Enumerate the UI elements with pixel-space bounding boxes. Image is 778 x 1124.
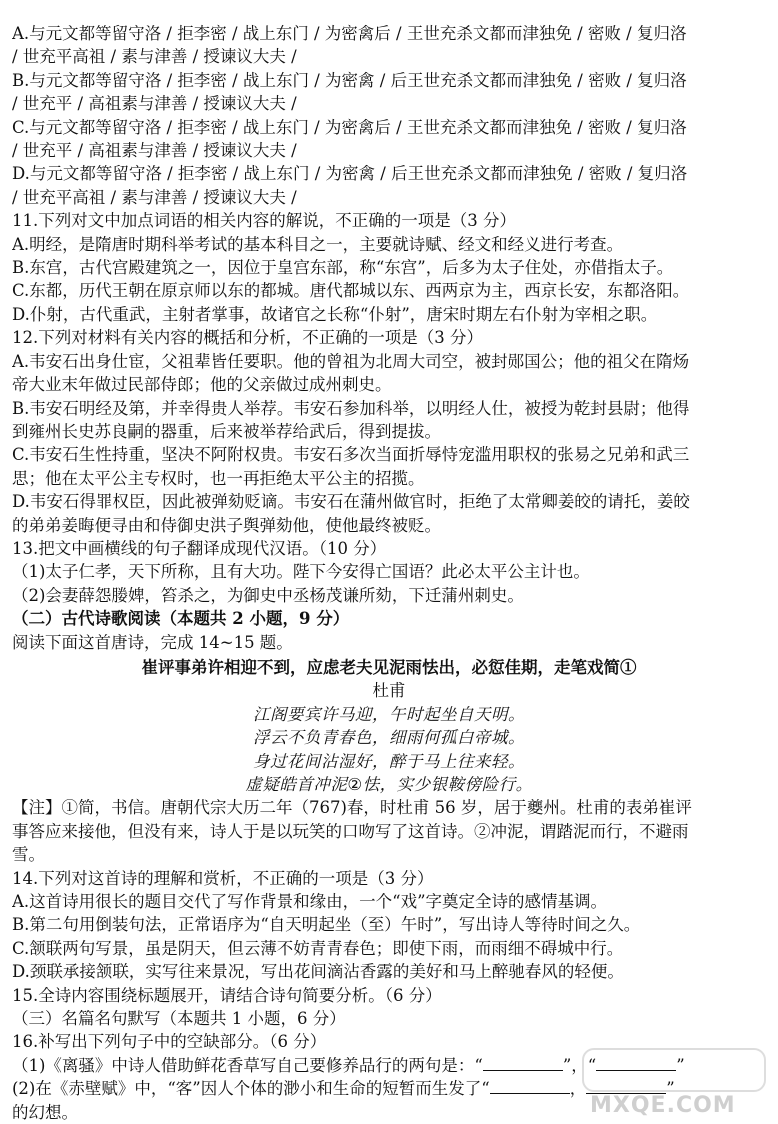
text-line: D.与元文都等留守洛 / 拒李密 / 战上东门 / 为密禽 / 后王世充杀文都而津独免 / 密败 / 复归洛 [12,164,688,184]
text-line: / 世充平高祖 / 素与津善 / 授谏议大夫 / [12,187,297,207]
text-line: / 世充平 / 高祖素与津善 / 授谏议大夫 / [12,94,297,114]
text-line: C.东都，历代王朝在原京师以东的都城。唐代都城以东、西两京为主，西京长安，东都洛阳。 [12,281,690,301]
answer-blank[interactable] [490,1079,570,1094]
fill-in-prefix: (2)在《赤壁赋》中，“客”因人个体的渺小和生命的短暂而生发了“ [12,1079,490,1099]
section-heading: （二）古代诗歌阅读（本题共 2 小题，9 分） [12,609,350,629]
text-line: B.与元文都等留守洛 / 拒李密 / 战上东门 / 为密禽 / 后王世充杀文都而津独免 / 密败 / 复归洛 [12,70,687,90]
note-line: 雪。 [12,845,45,865]
text-line: B.东宫，古代宫殿建筑之一，因位于皇宫东部，称“东宫”，后多为太子住处，亦借指太子。 [12,258,674,278]
text-line: C.颔联两句写景，虽是阴天，但云薄不妨青青春色；即使下雨，而雨细不碍城中行。 [12,938,624,958]
question-11: 11.下列对文中加点词语的相关内容的解说，不正确的一项是（3 分） [12,211,516,231]
text-line: 的幻想。 [12,1102,78,1122]
poem-line: 身过花间沾湿好，醉于马上往来轻。 [253,751,525,771]
poem-line: 虚疑皓首冲泥②怯，实少银鞍傍险行。 [245,775,533,794]
text-line: D.韦安石得罪权臣，因此被弹劾贬谪。韦安石在蒲州做官时，拒绝了太常卿姜皎的请托，姜皎 [12,492,690,512]
answer-blank[interactable] [483,1056,563,1071]
watermark [582,1048,772,1118]
fill-in-mid: ”，“ [562,1055,597,1075]
section-intro: 阅读下面这首唐诗，完成 14~15 题。 [12,632,293,652]
note-line: 【注】①简，书信。唐朝代宗大历二年（767)春，时杜甫 56 岁，居于夔州。杜甫的表弟崔评 [12,798,692,818]
question-13: 13.把文中画横线的句子翻译成现代汉语。（10 分） [12,538,387,558]
text-line: / 世充平 / 高祖素与津善 / 授谏议大夫 / [12,141,297,161]
text-line: C.韦安石生性持重，坚决不阿附权贵。韦安石多次当面折辱恃宠滥用职权的张易之兄弟和武三 [12,445,690,465]
text-line: / 世充平高祖 / 素与津善 / 授谏议大夫 / [12,47,297,67]
watermark-logo [582,1048,766,1092]
text-line: A.韦安石出身仕宦，父祖辈皆任要职。他的曾祖为北周大司空，被封郧国公；他的祖父在隋炀 [12,351,690,371]
text-line: B.韦安石明经及第，并幸得贵人举荐。韦安石参加科举，以明经人仕，被授为乾封县尉；他得 [12,398,690,418]
note-line: 事答应来接他，但没有来，诗人于是以玩笑的口吻写了这首诗。②冲泥，谓踏泥而行，不避雨 [12,821,689,841]
exam-page [12,22,766,1124]
text-line: （1)太子仁孝，天下所称，且有大功。陛下今安得亡国语？此必太平公主计也。 [12,562,590,582]
text-line: 的弟弟姜晦便寻由和侍御史洪子舆弹劾他，使他最终被贬。 [12,515,441,535]
poem-author: 杜甫 [372,681,406,701]
watermark-text: MXQE.COM [590,1093,736,1118]
text-line: B.第二句用倒装句法，正常语序为“自天明起坐（至）午时”，写出诗人等待时间之久。 [12,915,641,935]
question-15: 15.全诗内容围绕标题展开，请结合诗句简要分析。（6 分） [12,985,442,1005]
text-line: A.这首诗用很长的题目交代了写作背景和缘由，一个“戏”字奠定全诗的感情基调。 [12,892,608,912]
fill-in-suffix: ” [676,1055,685,1075]
section-heading: （三）名篇名句默写（本题共 1 小题，6 分） [12,1009,346,1029]
fill-in-mid: ， [569,1079,587,1099]
text-line: D.仆射，古代重武，主射者掌事，故诸官之长称“仆射”，唐宋时期左右仆射为宰相之职。 [12,304,658,324]
question-14: 14.下列对这首诗的理解和赏析，不正确的一项是（3 分） [12,868,434,888]
text-line: 帝大业末年做过民部侍郎；他的父亲做过成州刺史。 [12,375,392,395]
text-line: A.与元文都等留守洛 / 拒李密 / 战上东门 / 为密禽后 / 王世充杀文都而津独免 / 密败 / 复归洛 [12,24,687,43]
text-line: D.颈联承接颔联，实写往来景况，写出花间滴沾香露的美好和马上醉驰春风的轻便。 [12,962,624,982]
question-16: 16.补写出下列句子中的空缺部分。（6 分） [12,1032,327,1052]
text-line: 到雍州长史苏良嗣的器重，后来被举荐给武后，得到提拔。 [12,421,441,441]
text-line: A.明经，是隋唐时期科举考试的基本科目之一，主要就诗赋、经文和经义进行考查。 [12,234,624,254]
text-line: C.与元文都等留守洛 / 拒李密 / 战上东门 / 为密禽后 / 王世充杀文都而津独免 / 密败 / 复归洛 [12,117,687,137]
text-line: 思；他在太平公主专权时，也一再拒绝太平公主的招揽。 [12,468,425,488]
poem-line: 浮云不负青春色，细雨何孤白帝城。 [253,728,525,748]
poem-title: 崔评事弟许相迎不到，应虑老夫见泥雨怯出，必愆佳期，走笔戏简① [141,657,637,677]
fill-in-suffix: ” [666,1079,675,1099]
question-12: 12.下列对材料有关内容的概括和分析，不正确的一项是（3 分） [12,328,483,348]
text-line: （2)会妻薛怨媵婢，笞杀之，为御史中丞杨茂谦所劾，下迁蒲州刺史。 [12,585,524,605]
fill-in-prefix: （1)《离骚》中诗人借助鲜花香草写自己要修养品行的两句是：“ [12,1055,483,1075]
poem-line: 江阁要宾许马迎，午时起坐自天明。 [253,704,525,724]
